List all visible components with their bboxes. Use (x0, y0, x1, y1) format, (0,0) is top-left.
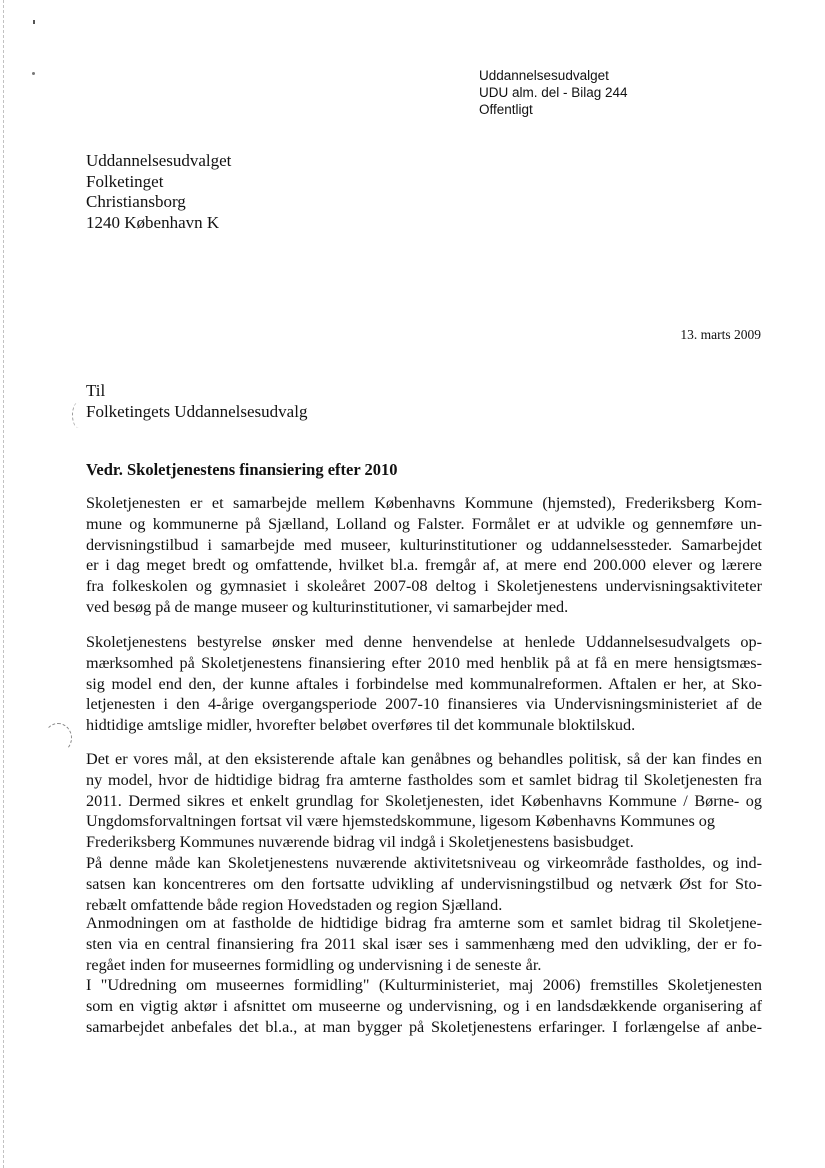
text-line: Skoletjenesten er et samarbejde mellem Københavns Kommune (hjemsted), Frederiksberg Kom- (86, 494, 762, 512)
paragraph-3 (86, 749, 762, 915)
text-line: mune og kommunerne på Sjælland, Lolland og Falster. Formålet er at udvikle og gennemføre un- (86, 514, 762, 533)
recipient-line: Til (86, 381, 106, 400)
text-line: På denne måde kan Skoletjenestens nuværende aktivitetsniveau og virkeområde fastholdes, og ind- (86, 853, 762, 872)
recipient-block (86, 381, 307, 422)
scan-speck (33, 20, 35, 24)
paragraph-2 (86, 632, 762, 736)
stamp-reference: UDU alm. del - Bilag 244 (479, 85, 628, 100)
text-line: Ungdomsforvaltningen fortsat vil være hjemstedskommune, ligesom Københavns Kommunes og (86, 812, 715, 831)
text-line: letjenesten i den 4-årige overgangsperiode 2007-10 finansieres via Undervisningsministeriet af de (86, 695, 762, 714)
text-line: mærksomhed på Skoletjenestens finansiering efter 2010 med henblik på at få en mere hensigtsmæs- (86, 653, 762, 672)
letter-date: 13. marts 2009 (680, 327, 761, 342)
text-line: er i dag meget bredt og omfattende, hvilket bl.a. fremgår af, at mere end 200.000 elever og lærere (86, 556, 762, 575)
address-line: Folketinget (86, 171, 164, 191)
scan-edge-artifact (3, 0, 4, 1168)
text-line: Anmodningen om at fastholde de hidtidige bidrag fra amterne som et samlet bidrag til Skoletjene- (86, 914, 762, 932)
text-line: hidtidige amtslige midler, hvorefter beløbet overføres til det kommunale bloktilskud. (86, 716, 636, 735)
text-line: Det er vores mål, at den eksisterende aftale kan genåbnes og behandles politisk, så der kan findes en (86, 750, 762, 768)
text-line: sig model end den, der kunne aftales i forbindelse med kommunalreformen. Aftalen er her, at Sko- (86, 674, 762, 693)
text-line: regået inden for museernes formidling og undervisning i de seneste år. (86, 955, 542, 974)
address-line: Christiansborg (86, 192, 186, 211)
text-line: satsen kan koncentreres om den fortsatte udvikling af undervisningstilbud og netværk Øst for Sto- (86, 874, 762, 893)
text-line: fra folkeskolen og gymnasiet i skoleåret 2007-08 deltog i Skoletjenestens undervisningsaktiviteter (86, 577, 762, 596)
punch-hole-mark (44, 723, 72, 753)
address-line: Uddannelsesudvalget (86, 151, 232, 170)
sender-address-block (86, 151, 231, 233)
subject-heading: Vedr. Skoletjenestens finansiering efter 2010 (86, 460, 398, 479)
text-line: ny model, hvor de hidtidige bidrag fra amterne fastholdes som et samlet bidrag til Skoletjenesten fra (86, 770, 762, 789)
document-stamp (479, 67, 628, 118)
text-line: ved besøg på de mange museer og kulturinstitutioner, vi samarbejder med. (86, 597, 569, 616)
stamp-committee: Uddannelsesudvalget (479, 68, 609, 83)
paragraph-4 (86, 913, 762, 1038)
text-line: 2011. Dermed sikres et enkelt grundlag for Skoletjenesten, idet Københavns Kommune / Børne- og (86, 791, 762, 810)
text-line: rebælt omfattende både region Hovedstaden og region Sjælland. (86, 895, 503, 914)
text-line: dervisningstilbud i samarbejde med museer, kulturinstitutioner og uddannelsessteder. Samarbejdet (86, 535, 762, 554)
scan-speck (32, 72, 35, 75)
text-line: samarbejdet anbefales det bl.a., at man bygger på Skoletjenestens erfaringer. I forlængelse af anbe- (86, 1017, 762, 1036)
text-line: Frederiksberg Kommunes nuværende bidrag vil indgå i Skoletjenestens basisbudget. (86, 833, 634, 852)
text-line: som en vigtig aktør i afsnittet om museerne og undervisning, og i en landsdækkende organisering af (86, 997, 762, 1016)
punch-hole-mark (72, 402, 85, 428)
stamp-status: Offentligt (479, 102, 533, 117)
paragraph-1 (86, 493, 762, 618)
text-line: I "Udredning om museernes formidling" (Kulturministeriet, maj 2006) fremstilles Skoletjenesten (86, 976, 762, 995)
text-line: sten via en central finansiering fra 2011 skal især ses i sammenhæng med den udvikling, der er fo- (86, 934, 762, 953)
address-line: 1240 København K (86, 212, 220, 232)
recipient-line: Folketingets Uddannelsesudvalg (86, 401, 308, 421)
text-line: Skoletjenestens bestyrelse ønsker med denne henvendelse at henlede Uddannelsesudvalgets op- (86, 633, 762, 651)
